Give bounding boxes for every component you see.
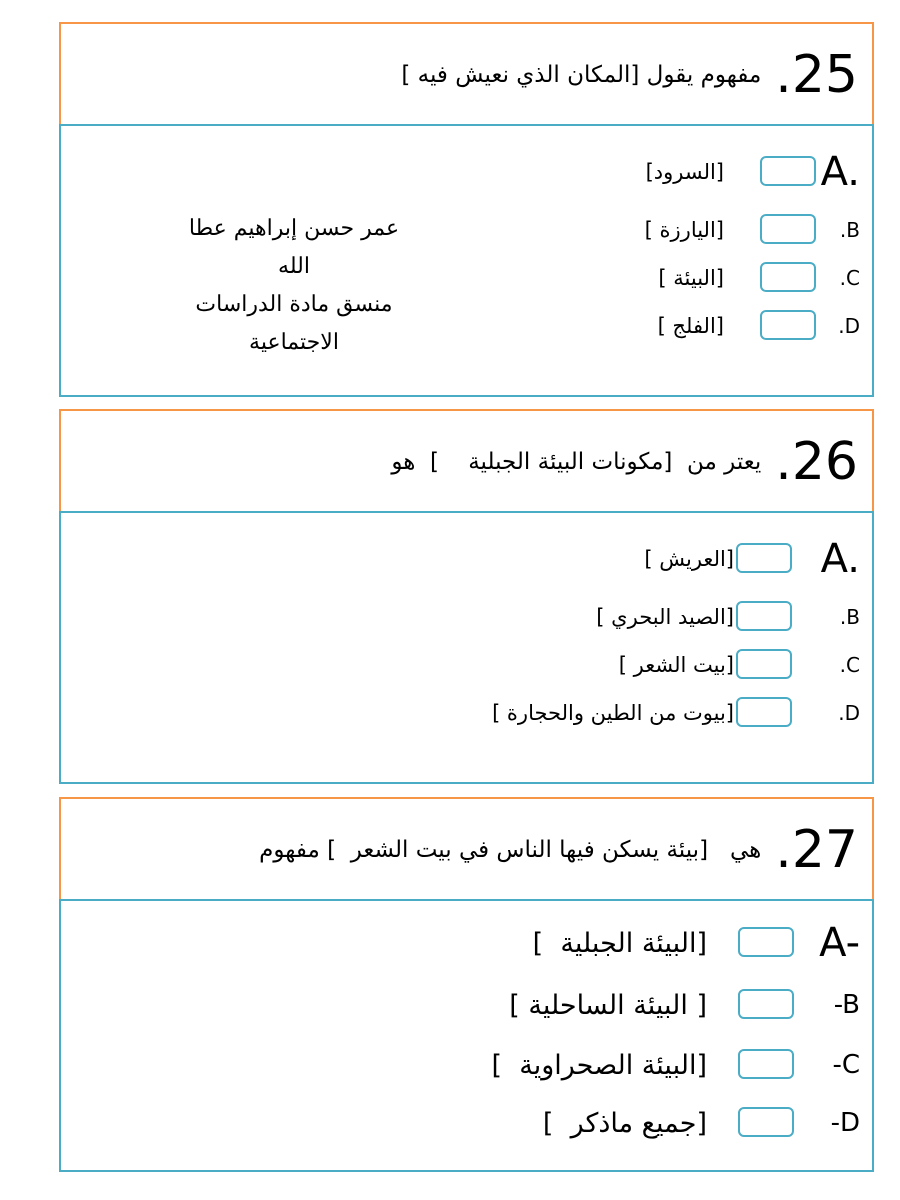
answer-checkbox[interactable] [760,214,816,244]
question-26-header [59,409,874,513]
question-25-options-panel [59,124,874,397]
question-27-options-panel [59,899,874,1172]
option-letter: -C [832,1050,860,1080]
answer-checkbox[interactable] [760,310,816,340]
option-text: [بيت الشعر ] [618,653,734,677]
option-letter: -B [833,990,860,1020]
option-letter: A- [819,920,860,966]
option-text: [البيئة الصحراوية ] [491,1049,707,1081]
option-letter: .C [839,653,860,677]
answer-checkbox[interactable] [738,1049,794,1079]
option-text: [ البيئة الساحلية ] [509,989,707,1021]
signature-title: منسق مادة الدراسات الاجتماعية [195,292,393,355]
option-25-c[interactable] [61,258,872,298]
option-letter: .C [839,266,860,290]
option-27-d[interactable] [61,1103,872,1143]
option-letter: .B [839,605,860,629]
option-text: [الصيد البحري ] [596,605,734,629]
option-text: [البيئة الجبلية ] [532,927,707,959]
question-25-number: .25 [775,45,858,105]
question-25-text: مفهوم يقول [المكان الذي نعيش فيه ] [401,62,762,88]
teacher-signature [185,210,403,362]
answer-checkbox[interactable] [760,156,816,186]
option-text: [اليارزة ] [644,218,724,242]
option-27-b[interactable] [61,985,872,1025]
question-26-text: يعتر من [مكونات البيئة الجبلية ] هو [391,449,762,475]
option-letter: .D [838,701,860,725]
option-letter: -D [830,1108,860,1138]
question-26-number: .26 [775,432,858,492]
option-text: [جميع ماذكر ] [542,1107,707,1139]
answer-checkbox[interactable] [738,989,794,1019]
question-25-header [59,22,874,126]
question-27-text: هي [بيئة يسكن فيها الناس في بيت الشعر ] مفهوم [259,837,762,863]
option-27-a[interactable] [61,920,872,966]
option-text: [بيوت من الطين والحجارة ] [492,701,734,725]
answer-checkbox[interactable] [736,601,792,631]
option-text: [البيئة ] [658,266,724,290]
question-26-options-panel [59,511,874,784]
question-27-header [59,797,874,901]
option-26-a[interactable] [61,536,872,582]
option-letter: A. [820,536,860,582]
option-text: [السرود] [645,160,724,184]
option-letter: .D [838,314,860,338]
question-25-line [401,24,858,126]
option-letter: A. [820,149,860,195]
option-letter: .B [839,218,860,242]
answer-checkbox[interactable] [736,543,792,573]
option-25-b[interactable] [61,210,872,250]
question-26-line [391,411,858,513]
signature-name: عمر حسن إبراهيم عطا الله [188,216,400,279]
answer-checkbox[interactable] [760,262,816,292]
option-text: [العريش ] [644,547,734,571]
answer-checkbox[interactable] [738,1107,794,1137]
question-27-line [259,799,858,901]
option-27-c[interactable] [61,1045,872,1085]
option-26-b[interactable] [61,597,872,637]
answer-checkbox[interactable] [738,927,794,957]
option-25-d[interactable] [61,306,872,346]
answer-checkbox[interactable] [736,697,792,727]
option-26-c[interactable] [61,645,872,685]
option-25-a[interactable] [61,149,872,195]
question-27-number: .27 [775,820,858,880]
option-26-d[interactable] [61,693,872,733]
option-text: [الفلج ] [657,314,724,338]
answer-checkbox[interactable] [736,649,792,679]
